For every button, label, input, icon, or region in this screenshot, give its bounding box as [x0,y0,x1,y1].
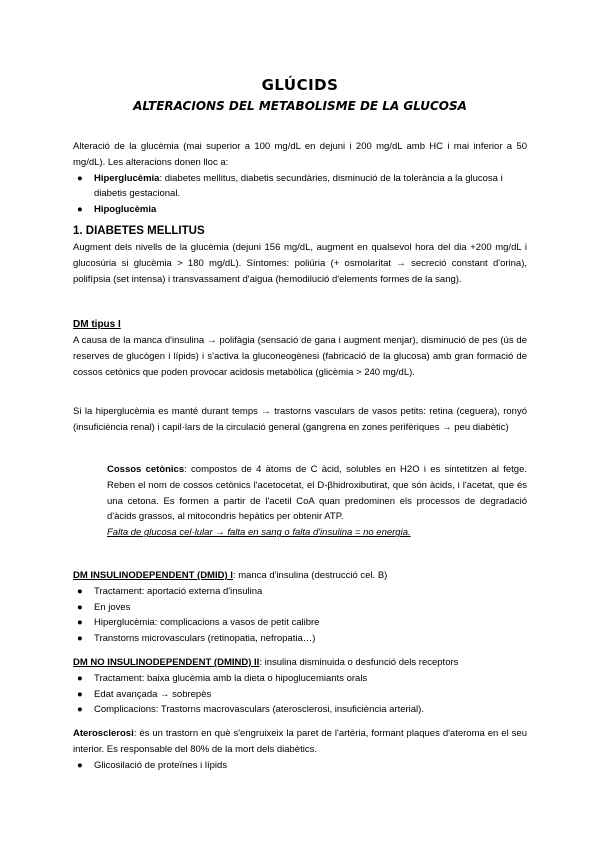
athero-text: : és un trastorn en què s'engruixeix la paret de l'artèria, formant plaques d'ateroma en el seu interior. Es responsable del 80% de la mort dels diabètics. [73,728,527,755]
item-text: Complicacions: Trastorns macrovasculars (aterosclerosi, insuficiència arterial). [94,704,424,716]
bullet-icon: ● [77,704,83,716]
list-item [73,171,527,203]
bullet-icon: ● [77,688,83,700]
term-cossos-cetonics: Cossos cetònics [107,464,185,475]
bullet-icon: ● [77,601,83,613]
dmid-rest: : manca d'insulina (destrucció cel. B) [232,570,388,581]
bullet-icon: ● [77,633,83,645]
intro-section [73,139,527,218]
list-item [73,202,527,218]
bullet-icon: ● [77,204,83,216]
dmnid-heading-line [73,655,527,671]
page-title: GLÚCIDS [261,76,339,94]
list-item [73,631,527,647]
list-item [73,687,527,703]
term-aterosclerosi: Aterosclerosi [73,728,134,739]
term-hipoglucemia: Hipoglucèmia [94,204,157,216]
list-item [73,702,527,718]
ketone-note: Falta de glucosa cel·lular → falta en sang o falta d'insulina = no energia. [107,527,411,539]
bullet-icon: ● [77,172,83,184]
item-text: Glicosilació de proteïnes i lípids [94,759,228,771]
dm-paragraph: Augment dels nivells de la glucèmia (dejuni 156 mg/dL, augment en qualsevol hora del dia +200 mg/dL i glucosúria si glucèmia > 180 mg/dL). Síntomes: poliúria (+ osmolaritat → secreció constant d'orina), polifípsia (set intensa) i transvassament d'aigua (hemodilució d'elements formes de la sang). [73,242,527,285]
intro-list [73,171,527,218]
item-text: Edat avançada → sobrepès [94,688,212,700]
list-item [73,615,527,631]
list-item [73,584,527,600]
dmnid-heading: DM NO INSULINODEPENDENT (DMIND) II [73,657,260,668]
item-text: : diabetes mellitus, diabetis secundàries, disminució de la tolerància a la glucosa i diabetis gestacional. [94,172,503,200]
dm1-paragraph-2: Si la hiperglucèmia es manté durant temps → trastorns vasculars de vasos petits: retina (ceguera), ronyó (insuficiència renal) i capil·lars de la circulació general (gangrena en zones perifèriques → peu diabètic) [73,406,527,433]
bullet-icon: ● [77,585,83,597]
ketone-box [107,462,527,541]
subheading-dm1: DM tipus I [73,319,121,330]
dmnid-section [73,655,527,718]
dmnid-rest: : insulina disminuida o desfunció dels receptors [259,657,459,668]
list-item [73,758,527,774]
item-text: En joves [94,601,131,613]
bullet-icon: ● [77,617,83,629]
term-hiperglucemia: Hiperglucèmia [94,172,160,184]
page-subtitle: ALTERACIONS DEL METABOLISME DE LA GLUCOSA [133,99,467,113]
athero-paragraph [73,726,527,758]
athero-list [73,758,527,774]
section-heading-dm: 1. DIABETES MELLITUS [73,225,205,237]
dmid-heading: DM INSULINODEPENDENT (DMID) I [73,570,233,581]
list-item [73,600,527,616]
bullet-icon: ● [77,672,83,684]
item-text: Tractament: aportació externa d'insulina [94,585,263,597]
intro-paragraph: Alteració de la glucèmia (mai superior a 100 mg/dL en dejuni i 200 mg/dL amb HC i mai inferior a 50 mg/dL). Les alteracions donen lloc a: [73,141,527,168]
item-text: Hiperglucèmia: complicacions a vasos de petit calibre [94,617,320,629]
item-text: Transtorns microvasculars (retinopatia, nefropatia…) [94,633,316,645]
dm1-paragraph-1: A causa de la manca d'insulina → polifàgia (sensació de gana i augment menjar), disminució de pes (ús de reserves de glucògen i lípids) i s'activa la gluconeogènesi (fabricació de la glucosa) amb gran formació de cossos cetònics que poden provocar acidosis metabòlica (glicèmia > 240 mg/dL). [73,335,527,378]
list-item [73,671,527,687]
item-text: Tractament: baixa glucèmia amb la dieta o hipoglucemiants orals [94,672,368,684]
dmid-list [73,584,527,647]
bullet-icon: ● [77,759,83,771]
ketone-paragraph [107,462,527,525]
dmnid-list [73,671,527,718]
dmid-heading-line [73,568,527,584]
athero-section [73,726,527,773]
ketone-text: : compostos de 4 àtoms de C àcid, solubles en H2O i es sintetitzen al fetge. Reben el nom de cossos cetònics l'acetocetat, el D-βhidroxibutirat, que són àcids, i l'acetat, que és una cetona. Es formen a partir de l'acetil CoA quan predominen els processos de degradació d'àcids grassos, al mitocondris hepàtics per obtenir ATP. [107,464,528,523]
dmid-section [73,568,527,647]
